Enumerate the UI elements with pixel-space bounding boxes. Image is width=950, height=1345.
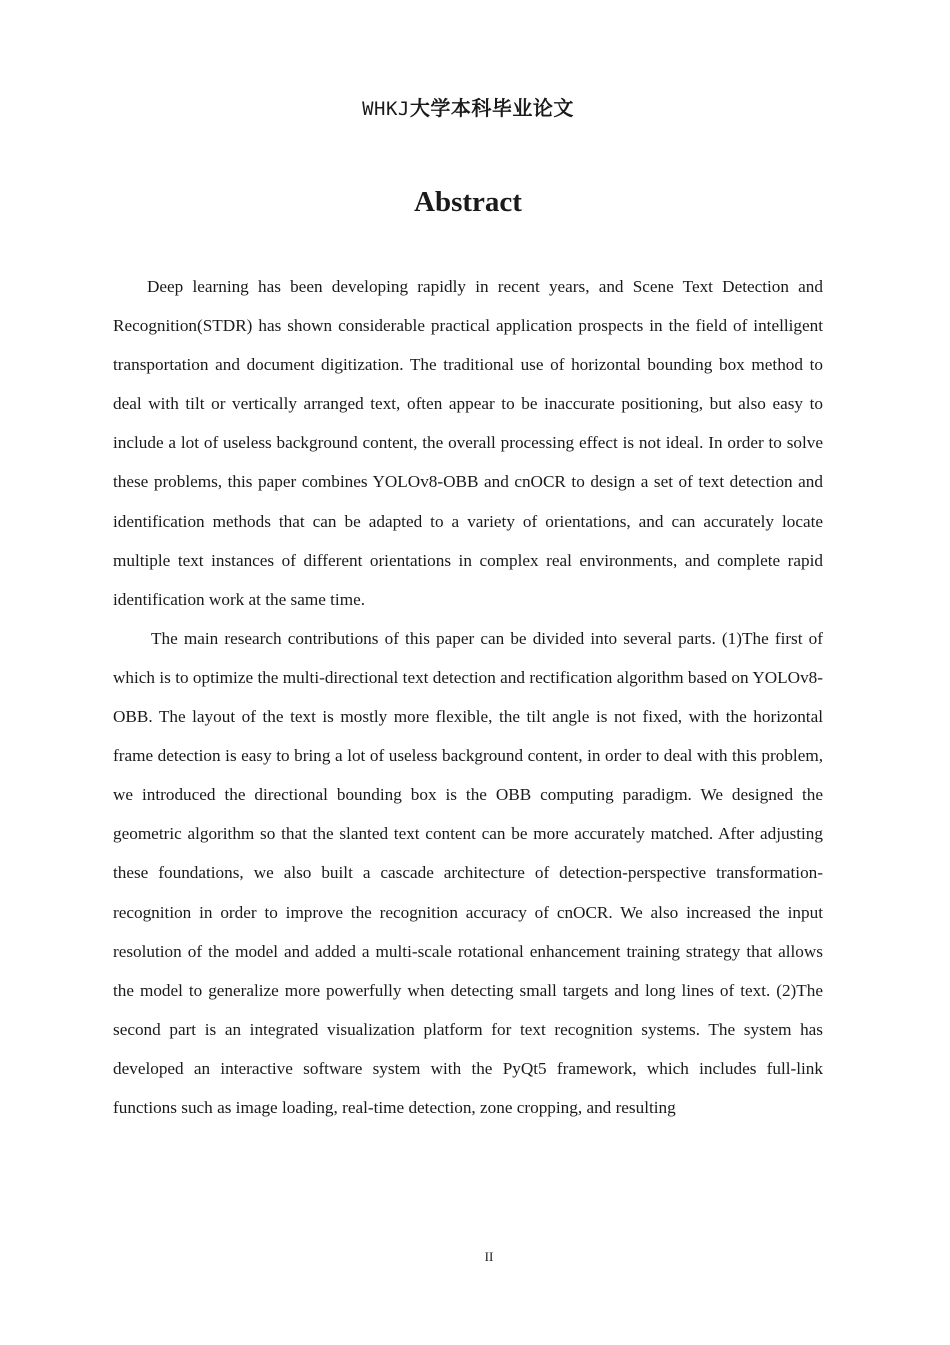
abstract-body [113, 267, 823, 1127]
page-number: II [484, 1249, 494, 1264]
header-university-code: WHKJ [362, 98, 410, 120]
abstract-title: Abstract [414, 186, 522, 218]
running-header [0, 94, 936, 123]
header-thesis-label: 大学本科毕业论文 [409, 96, 574, 120]
abstract-paragraph-2: The main research contributions of this paper can be divided into several parts. (1)The first of which is to optimize the multi-directional text detection and rectification algorithm based on YOLOv8-OBB. The layout of the text is mostly more flexible, the tilt angle is not fixed, with the horizontal frame detection is easy to bring a lot of useless background content, in order to deal with this problem, we introduced the directional bounding box is the OBB computing paradigm. We designed the geometric algorithm so that the slanted text content can be more accurately matched. After adjusting these foundations, we also built a cascade architecture of detection-perspective transformation-recognition in order to improve the recognition accuracy of cnOCR. We also increased the input resolution of the model and added a multi-scale rotational enhancement training strategy that allows the model to generalize more powerfully when detecting small targets and long lines of text. (2)The second part is an integrated visualization platform for text recognition systems. The system has developed an interactive software system with the PyQt5 framework, which includes full-link functions such as image loading, real-time detection, zone cropping, and resulting [113, 628, 823, 1117]
abstract-paragraph-1: Deep learning has been developing rapidly in recent years, and Scene Text Detection and Recognition(STDR) has shown considerable practical application prospects in the field of intelligent transportation and document digitization. The traditional use of horizontal bounding box method to deal with tilt or vertically arranged text, often appear to be inaccurate positioning, but also easy to include a lot of useless background content, the overall processing effect is not ideal. In order to solve these problems, this paper combines YOLOv8-OBB and cnOCR to design a set of text detection and identification methods that can be adapted to a variety of orientations, and can accurately locate multiple text instances of different orientations in complex real environments, and complete rapid identification work at the same time. [113, 277, 823, 609]
